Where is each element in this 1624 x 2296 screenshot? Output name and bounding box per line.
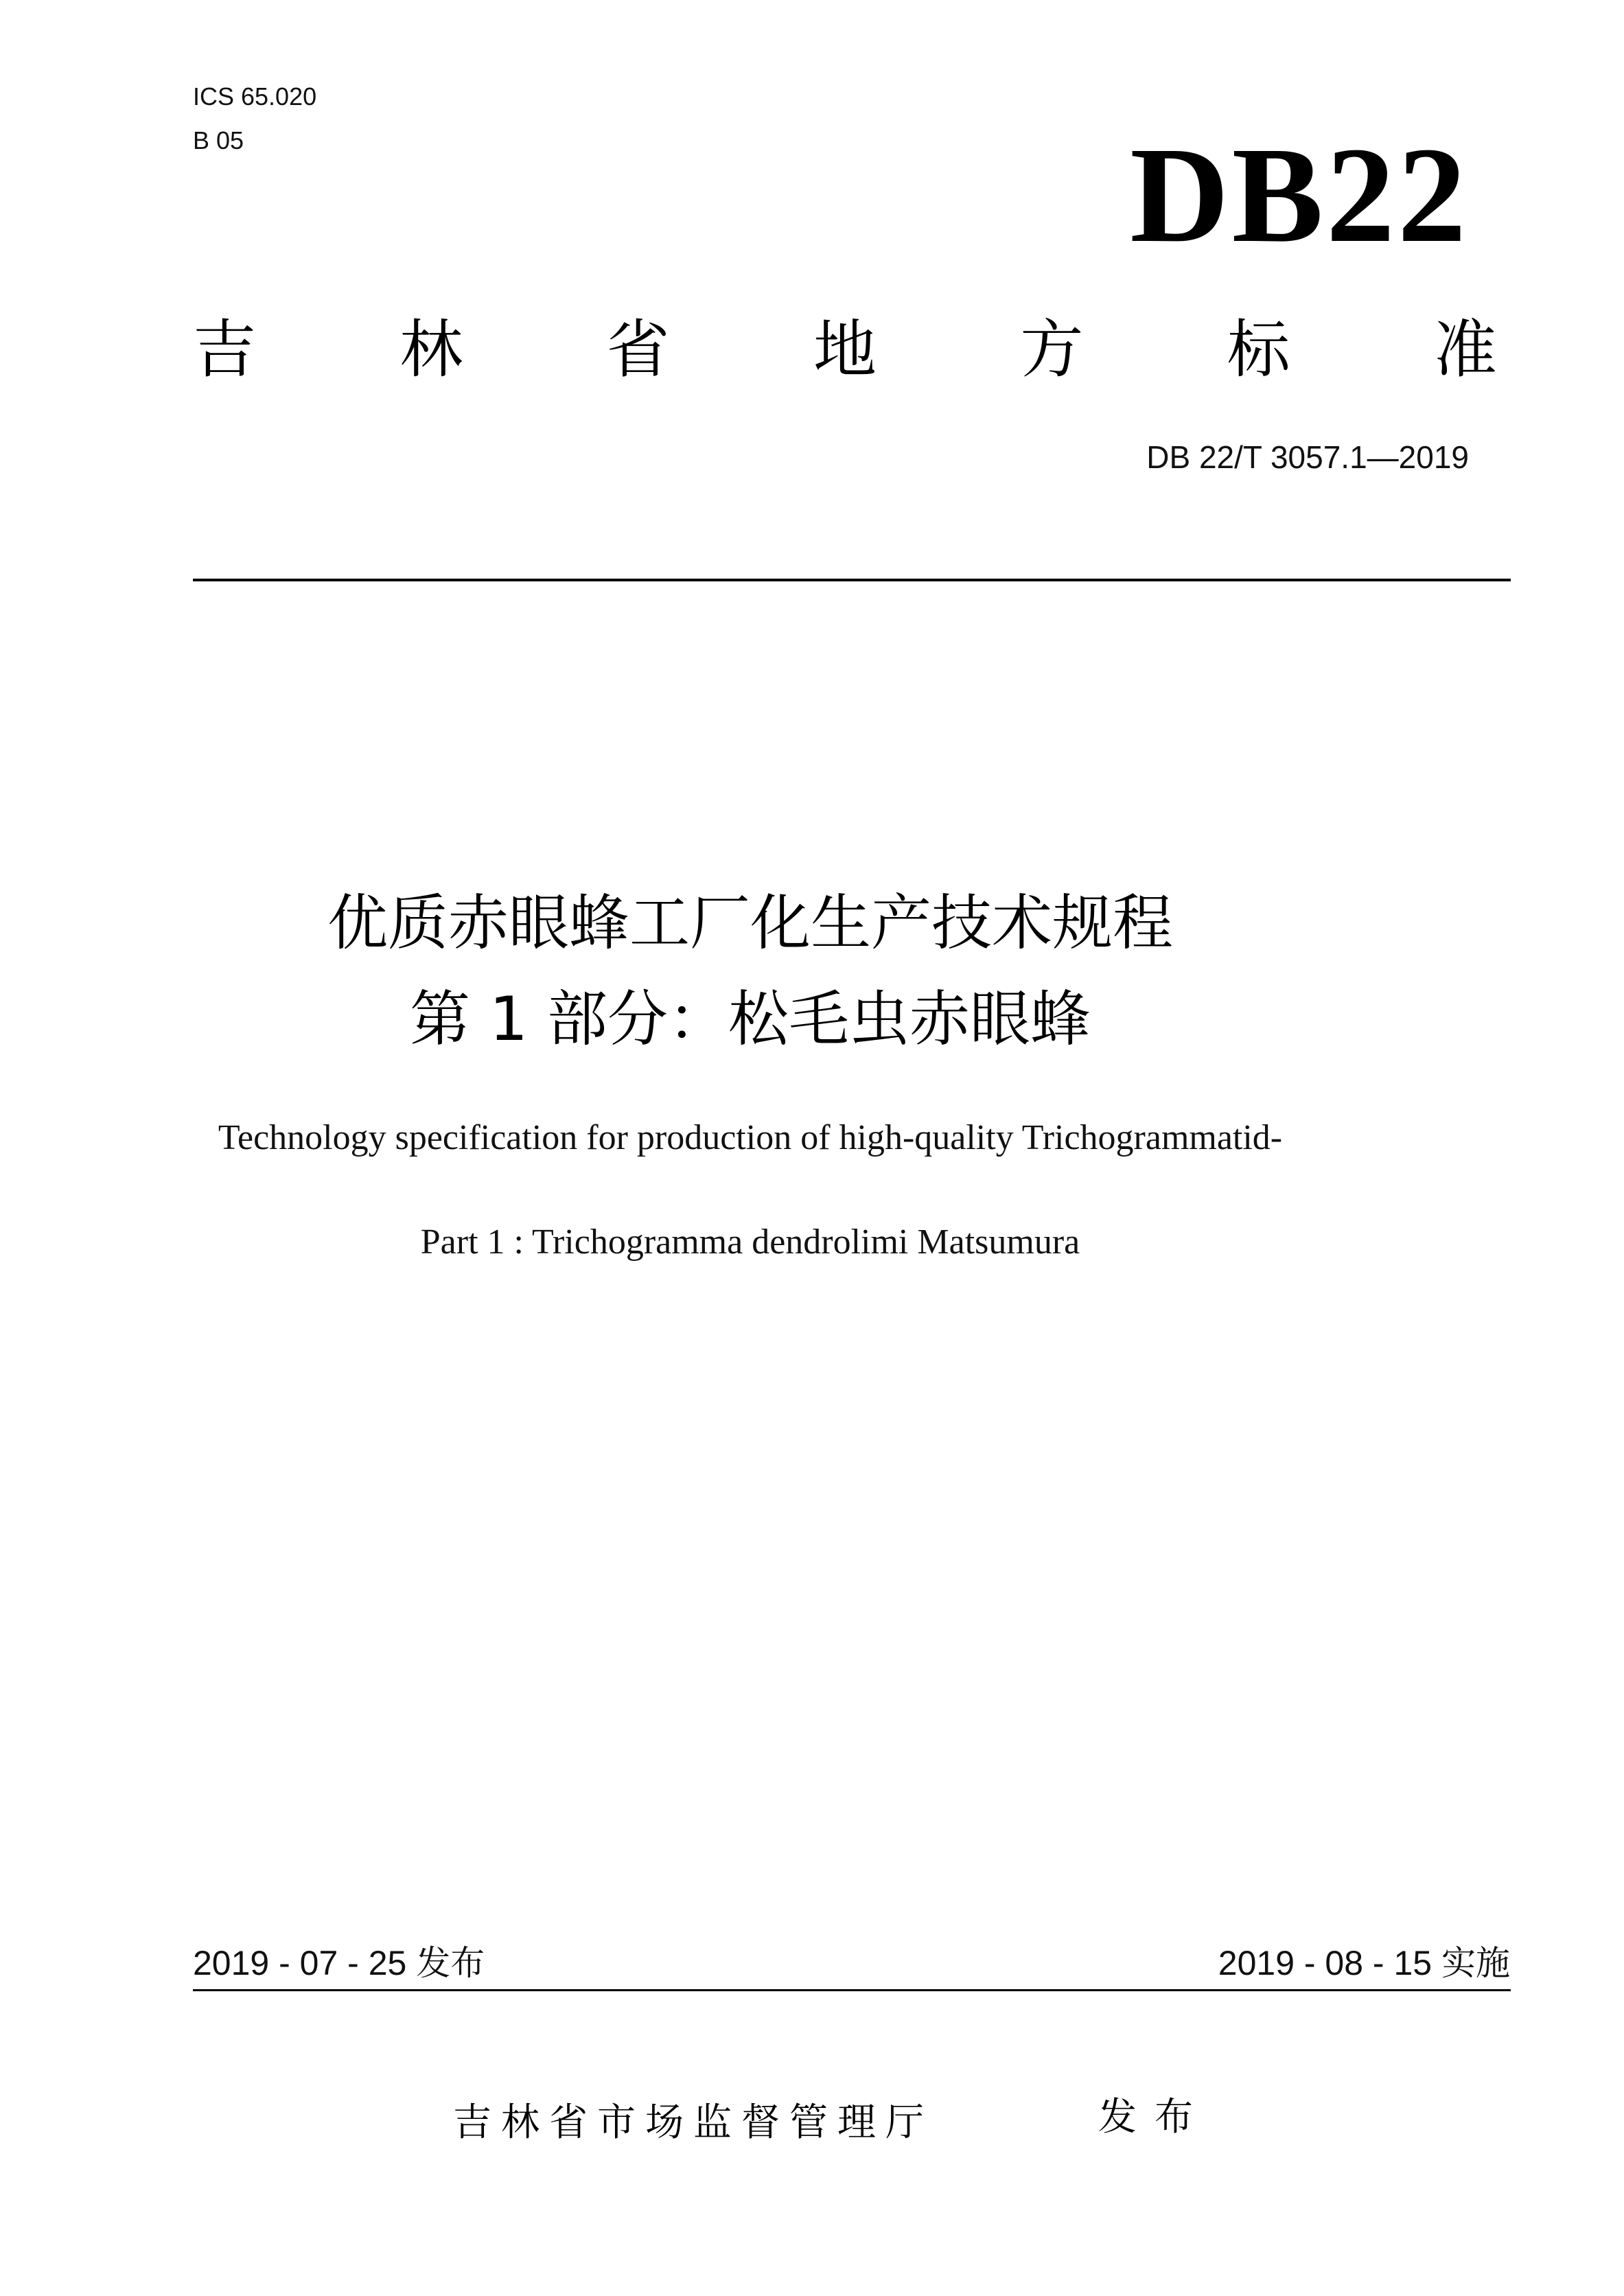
title-chinese-line-1: 优质赤眼蜂工厂化生产技术规程	[327, 888, 1173, 958]
standard-type-char: 地	[813, 313, 877, 386]
standard-type-char: 吉	[193, 313, 257, 386]
issue-action-label: 发布	[1098, 2095, 1211, 2140]
bottom-divider	[193, 1989, 1511, 1991]
standard-number: DB 22/T 3057.1—2019	[1146, 439, 1469, 475]
implementation-date: 2019 - 08 - 15 实施	[1218, 1944, 1510, 1982]
title-english-line-1: Technology specification for production of high-quality Trichogrammatid-	[218, 1118, 1283, 1157]
standard-code-mark: DB22	[1130, 119, 1469, 271]
issuing-authority: 吉林省市场监督管理厅	[453, 2100, 933, 2145]
standard-type-char: 准	[1433, 313, 1497, 386]
standard-type-char: 方	[1020, 313, 1084, 386]
standard-type-char: 省	[606, 313, 670, 386]
ccs-code: B 05	[193, 126, 244, 154]
title-chinese-line-2: 第 1 部分：松毛虫赤眼蜂	[410, 984, 1091, 1054]
issue-date: 2019 - 07 - 25 发布	[193, 1944, 485, 1982]
ics-code: ICS 65.020	[193, 82, 317, 111]
title-english-line-2: Part 1 : Trichogramma dendrolimi Matsumura	[420, 1222, 1080, 1262]
standard-type-char: 标	[1227, 313, 1290, 386]
standard-type-char: 林	[399, 313, 463, 386]
top-divider	[193, 579, 1511, 581]
standard-type-heading	[193, 312, 1497, 388]
